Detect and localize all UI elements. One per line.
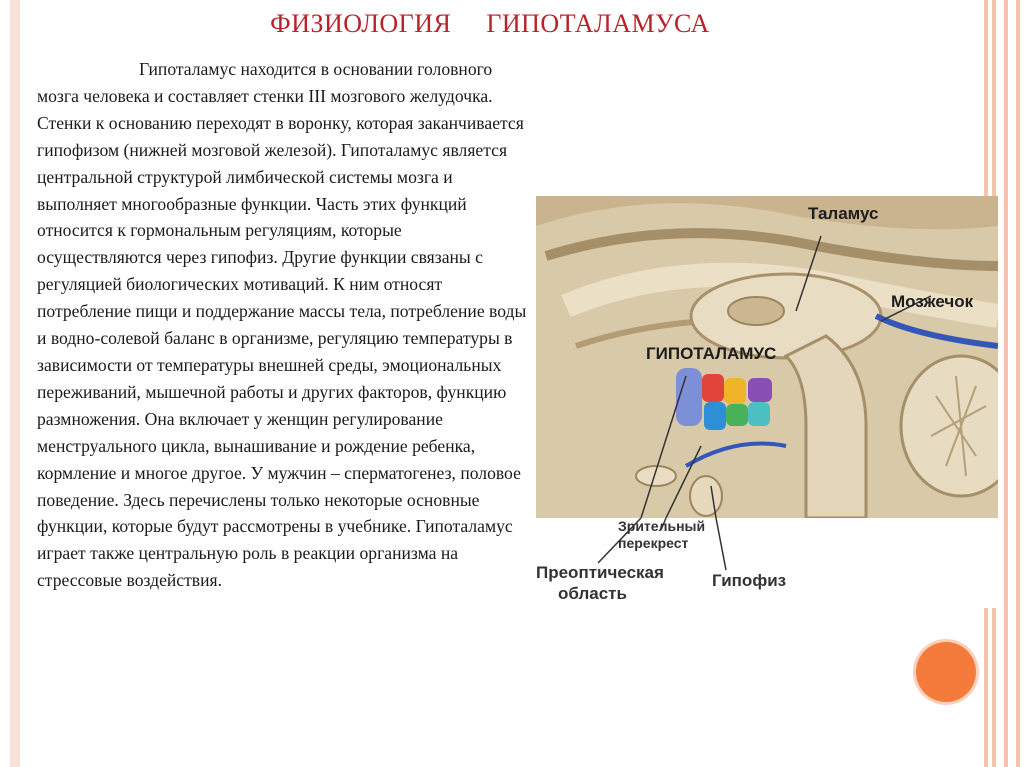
brain-diagram — [536, 196, 998, 518]
right-frame-stripe — [1004, 0, 1008, 767]
label-preoptic-2: область — [558, 584, 627, 603]
decorative-orange-circle — [916, 642, 976, 702]
label-cerebellum: Мозжечок — [891, 292, 974, 311]
left-frame-stripe — [10, 0, 20, 767]
label-thalamus: Таламус — [808, 204, 879, 223]
body-text: Гипоталамус находится в основании головного мозга человека и составляет стенки III мозгового желудочка. Стенки к основанию переходят в воронку, которая заканчивается гипофизом (нижней мозговой железой). Гипоталамус является центральной структурой лимбической системы мозга и выполняет многообразные функции. Часть этих функций относится к гормональным регуляциям, которые осуществляются через гипофиз. Другие функции связаны с регуляцией биологических мотиваций. К ним относят потребление пищи и поддержание массы тела, потребление воды и водно-солевой баланс в организме, регуляцию температуры в зависимости от температуры внешней среды, эмоциональных переживаний, мышечной работы и других факторов, функцию размножения. Она включает у женщин регулирование менструального цикла, вынашивание и рождение ребенка, кормление и многое другое. У мужчин – сперматогенез, половое поведение. Здесь перечислены только некоторые основные функции, которые будут рассмотрены в учебнике. Гипоталамус играет также центральную роль в реакции организма на стрессовые воздействия. — [37, 59, 527, 591]
label-hypothalamus: ГИПОТАЛАМУС — [646, 344, 777, 363]
label-pituitary: Гипофиз — [712, 571, 787, 590]
figure-labels — [536, 518, 998, 608]
label-optic-chiasm-1: Зрительный — [618, 518, 706, 534]
label-preoptic-1: Преоптическая — [536, 563, 664, 582]
body-paragraph — [37, 56, 527, 594]
slide-title: ФИЗИОЛОГИЯ ГИПОТАЛАМУСА — [270, 9, 710, 38]
right-frame-stripe — [1016, 0, 1020, 767]
label-optic-chiasm-2: перекрест — [618, 535, 689, 551]
